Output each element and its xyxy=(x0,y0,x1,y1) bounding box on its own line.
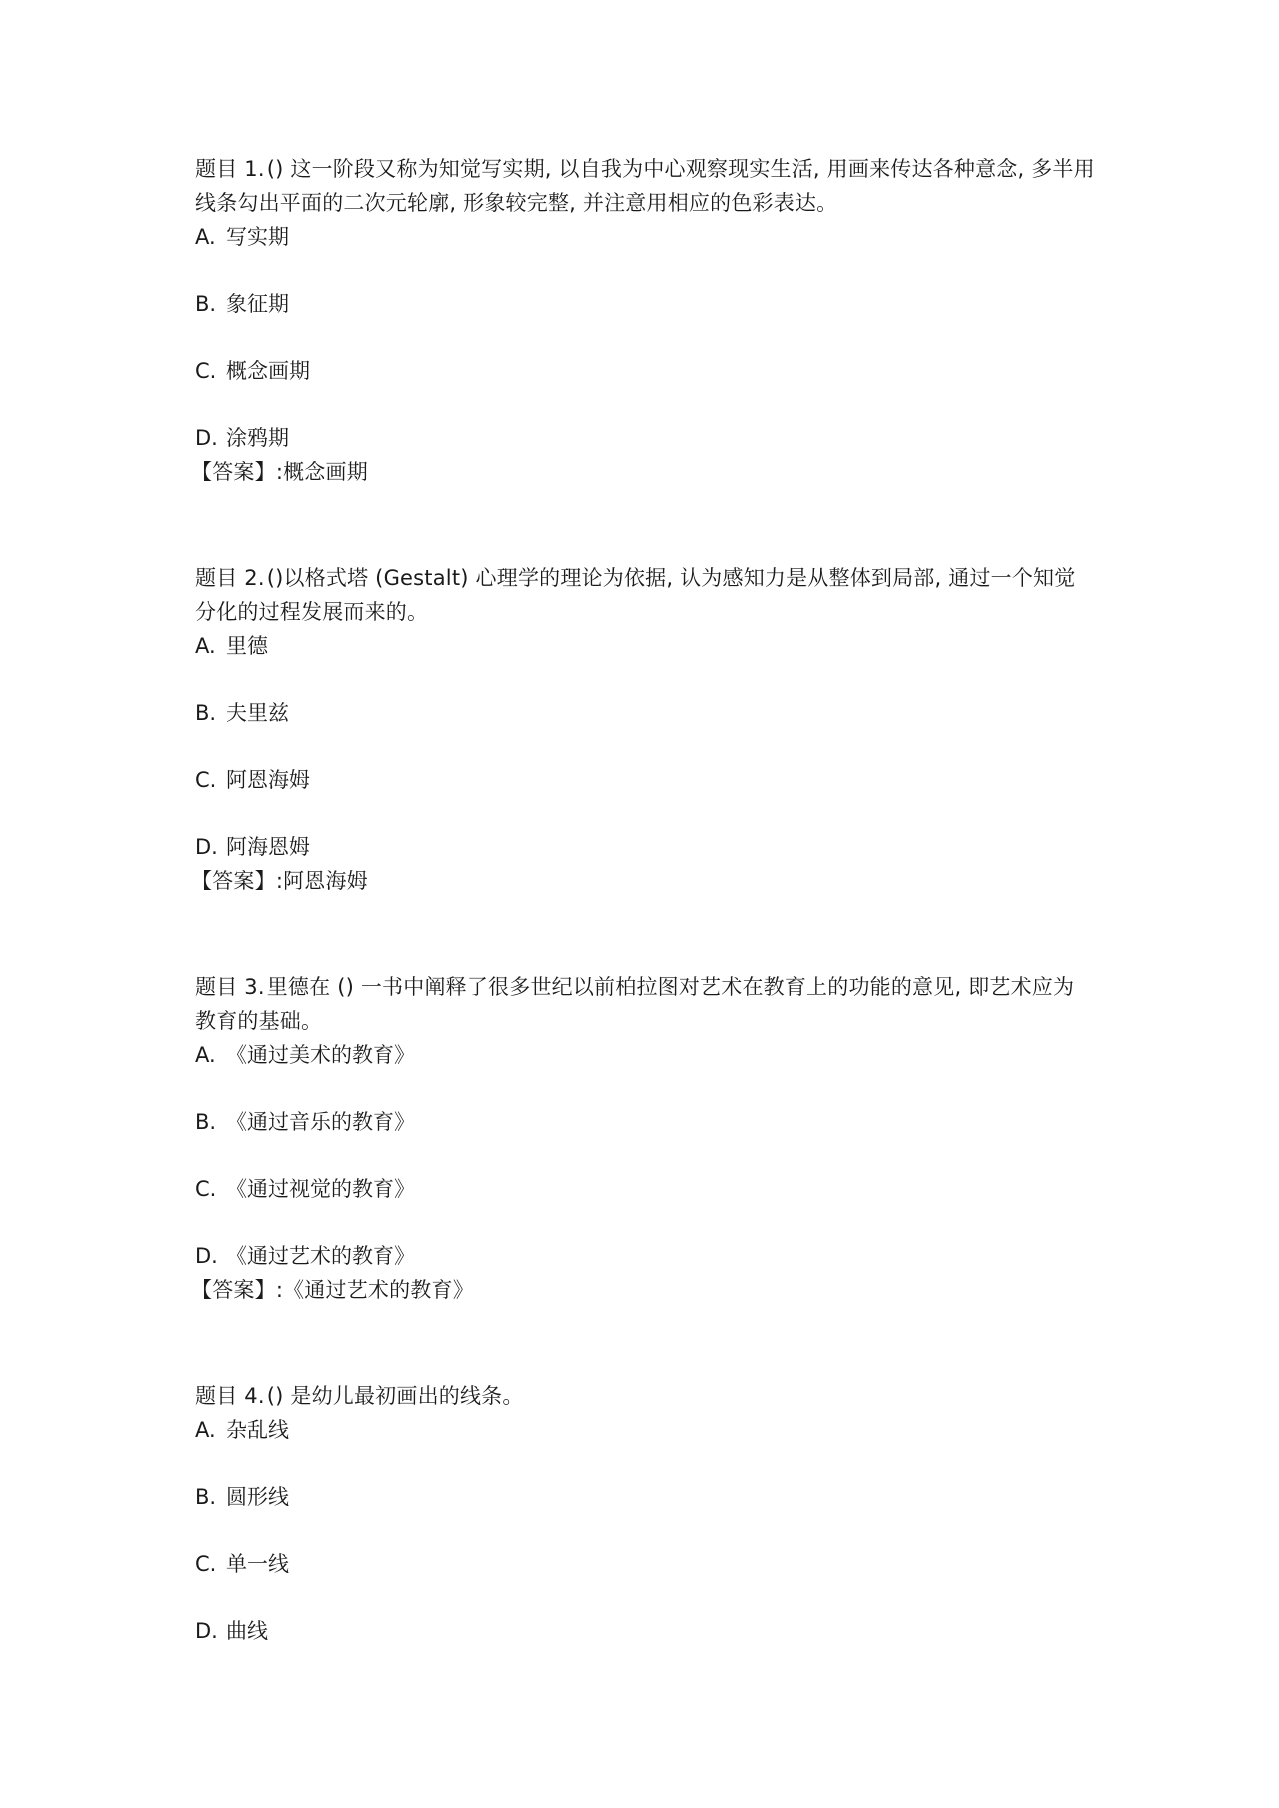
question-stem xyxy=(195,152,1095,220)
option-letter: D. xyxy=(195,1244,218,1268)
answer-label: 【答案】 xyxy=(191,1278,276,1302)
option-text: 里德 xyxy=(226,634,268,658)
option-list xyxy=(195,1413,1095,1648)
option-text: 概念画期 xyxy=(226,359,310,383)
question-number: 题目 1. xyxy=(195,157,265,181)
answer-line xyxy=(191,1273,1095,1307)
option-text: 写实期 xyxy=(226,225,289,249)
question-2 xyxy=(191,561,1095,898)
option-letter: A. xyxy=(195,1043,216,1067)
option-text: 涂鸦期 xyxy=(226,426,289,450)
option-c xyxy=(195,1172,1095,1206)
option-letter: B. xyxy=(195,701,217,725)
question-number: 题目 3. xyxy=(195,975,265,999)
option-letter: B. xyxy=(195,1485,217,1509)
option-list xyxy=(195,1038,1095,1273)
option-b xyxy=(195,287,1095,321)
answer-separator: : xyxy=(275,1278,284,1302)
option-letter: B. xyxy=(195,292,217,316)
question-text: () 这一阶段又称为知觉写实期, 以自我为中心观察现实生活, 用画来传达各种意念, 多半用线条勾出平面的二次元轮廓, 形象较完整, 并注意用相应的色彩表达。 xyxy=(195,157,1095,215)
question-1 xyxy=(191,152,1095,489)
option-letter: C. xyxy=(195,768,217,792)
option-list xyxy=(195,629,1095,864)
option-letter: C. xyxy=(195,1552,217,1576)
option-letter: A. xyxy=(195,634,216,658)
answer-line xyxy=(191,864,1095,898)
answer-value: 《通过艺术的教育》 xyxy=(283,1278,474,1302)
option-letter: D. xyxy=(195,1619,218,1643)
answer-label: 【答案】 xyxy=(191,869,276,893)
option-text: 曲线 xyxy=(226,1619,268,1643)
option-d xyxy=(195,830,1095,864)
question-text: 里德在 () 一书中阐释了很多世纪以前柏拉图对艺术在教育上的功能的意见, 即艺术应为教育的基础。 xyxy=(195,975,1075,1033)
option-c xyxy=(195,354,1095,388)
option-d xyxy=(195,1614,1095,1648)
option-letter: C. xyxy=(195,1177,217,1201)
answer-value: 阿恩海姆 xyxy=(283,869,368,893)
question-text: () 是幼儿最初画出的线条。 xyxy=(266,1384,524,1408)
option-a xyxy=(195,1413,1095,1447)
question-text: ()以格式塔 (Gestalt) 心理学的理论为依据, 认为感知力是从整体到局部, 通过一个知觉分化的过程发展而来的。 xyxy=(195,566,1076,624)
option-text: 阿恩海姆 xyxy=(226,768,310,792)
option-text: 夫里兹 xyxy=(226,701,289,725)
option-letter: B. xyxy=(195,1110,217,1134)
question-number: 题目 4. xyxy=(195,1384,265,1408)
answer-line xyxy=(191,455,1095,489)
option-b xyxy=(195,1105,1095,1139)
option-text: 圆形线 xyxy=(226,1485,289,1509)
option-text: 阿海恩姆 xyxy=(226,835,310,859)
option-list xyxy=(195,220,1095,455)
question-stem xyxy=(195,1379,1095,1413)
question-stem xyxy=(195,561,1095,629)
option-letter: D. xyxy=(195,426,218,450)
option-letter: D. xyxy=(195,835,218,859)
option-a xyxy=(195,1038,1095,1072)
question-stem xyxy=(195,970,1095,1038)
question-number: 题目 2. xyxy=(195,566,265,590)
option-letter: A. xyxy=(195,1418,216,1442)
option-letter: A. xyxy=(195,225,216,249)
option-c xyxy=(195,763,1095,797)
option-a xyxy=(195,629,1095,663)
option-d xyxy=(195,1239,1095,1273)
option-text: 《通过艺术的教育》 xyxy=(226,1244,415,1268)
answer-label: 【答案】 xyxy=(191,460,276,484)
option-b xyxy=(195,1480,1095,1514)
answer-value: 概念画期 xyxy=(283,460,368,484)
answer-separator: : xyxy=(275,869,284,893)
option-a xyxy=(195,220,1095,254)
option-text: 《通过音乐的教育》 xyxy=(226,1110,415,1134)
option-letter: C. xyxy=(195,359,217,383)
option-c xyxy=(195,1547,1095,1581)
option-text: 《通过视觉的教育》 xyxy=(226,1177,415,1201)
option-text: 单一线 xyxy=(226,1552,289,1576)
answer-separator: : xyxy=(275,460,284,484)
option-text: 象征期 xyxy=(226,292,289,316)
exam-document xyxy=(191,152,1095,1648)
question-4 xyxy=(195,1379,1095,1648)
option-d xyxy=(195,421,1095,455)
question-3 xyxy=(191,970,1095,1307)
option-text: 《通过美术的教育》 xyxy=(226,1043,415,1067)
option-b xyxy=(195,696,1095,730)
option-text: 杂乱线 xyxy=(226,1418,289,1442)
